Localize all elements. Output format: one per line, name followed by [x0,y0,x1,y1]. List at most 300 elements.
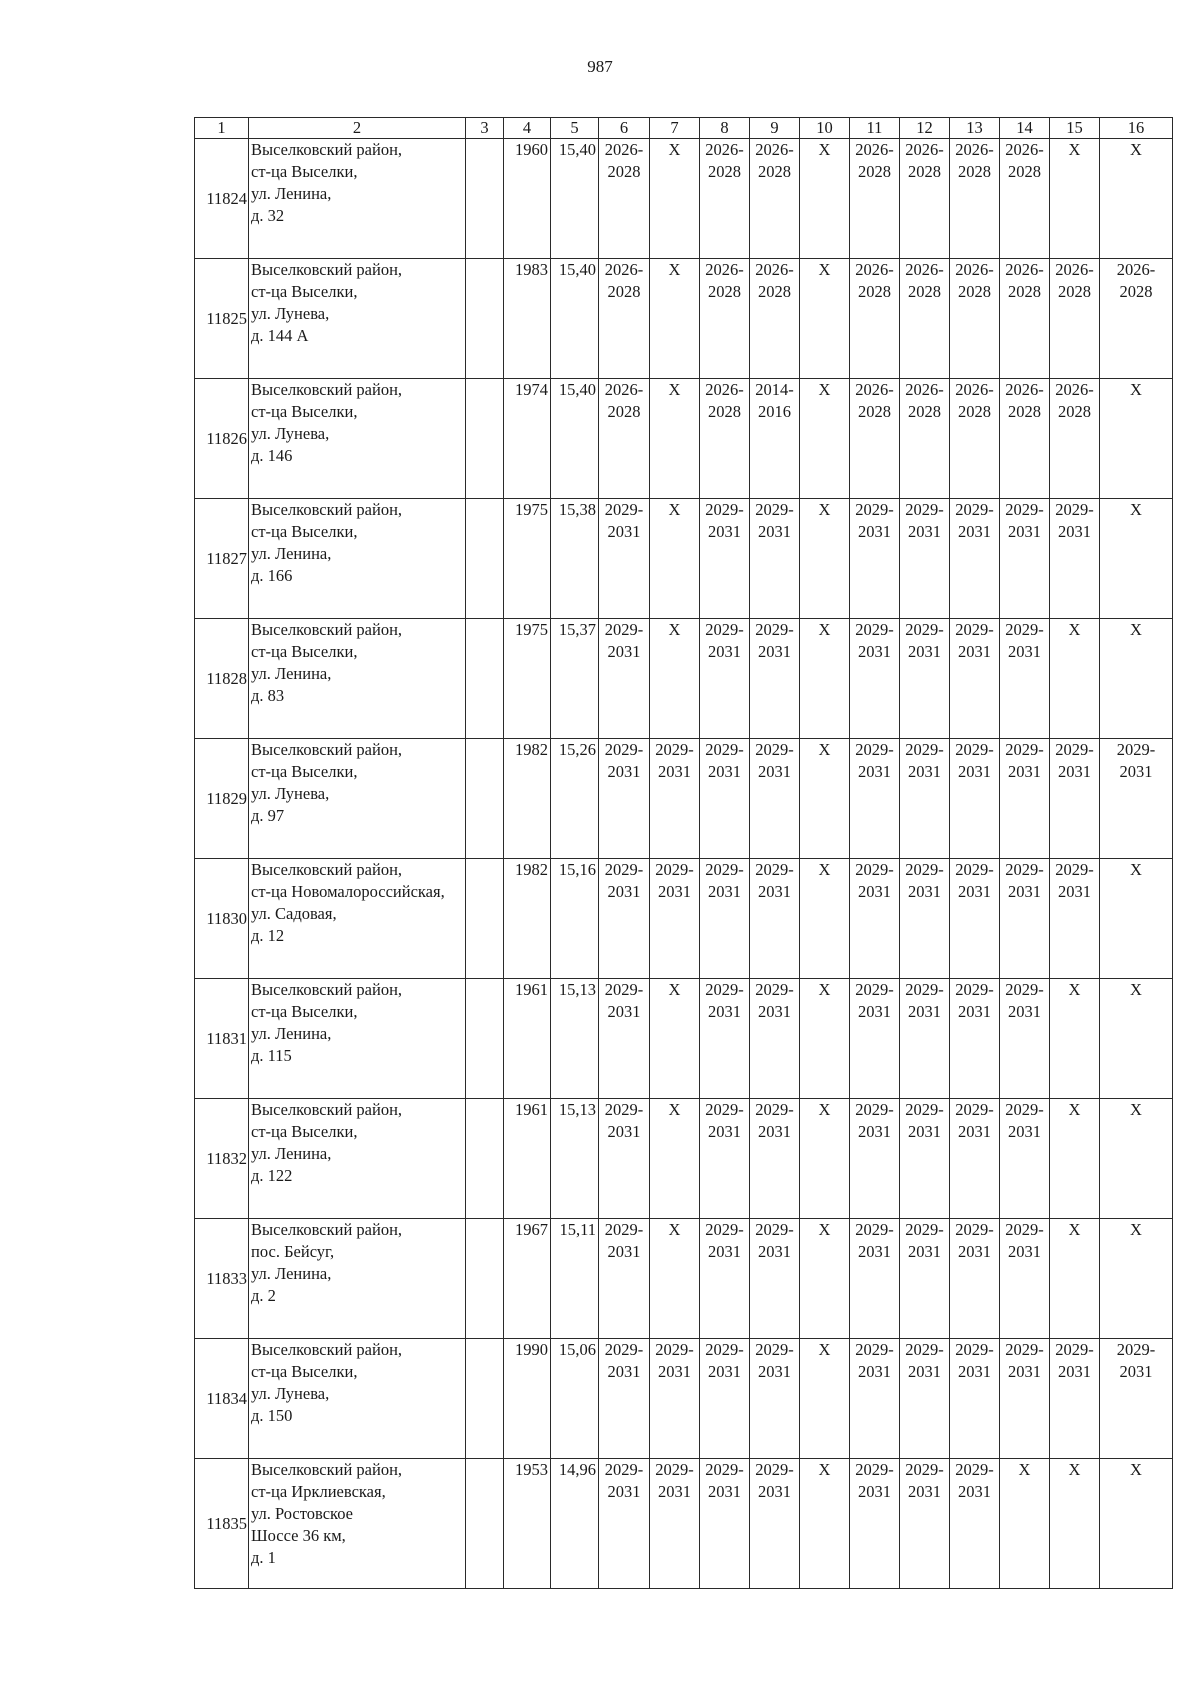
year-built-cell: 1961 [504,1099,551,1219]
row-number: 11835 [195,1459,249,1589]
period-value: 2028 [958,162,991,181]
address-line: д. 12 [251,926,285,945]
year-built-cell: 1975 [504,499,551,619]
not-applicable-mark: X [1068,140,1081,159]
period-cell-col-14 [1000,739,1050,859]
period-cell-col-12 [900,859,950,979]
period-value: 2031 [858,642,891,661]
area-cell: 15,40 [551,259,599,379]
period-value: 2029- [604,1100,644,1119]
period-value: 2031 [858,1362,891,1381]
period-value: 2031 [758,642,791,661]
area-cell: 15,38 [551,499,599,619]
not-applicable-mark: X [1018,1460,1031,1479]
address-line: ст-ца Выселки, [251,402,358,421]
period-value: 2028 [708,402,741,421]
period-cell-col-10 [800,979,850,1099]
year-built-cell: 1953 [504,1459,551,1589]
period-cell-col-8 [700,1459,750,1589]
not-applicable-mark: X [668,620,681,639]
area-cell: 15,26 [551,739,599,859]
area-cell: 15,16 [551,859,599,979]
address-line: д. 166 [251,566,293,585]
period-value: 2029- [755,1100,794,1119]
period-value: 2028 [708,162,741,181]
period-cell-col-9 [750,1219,800,1339]
address-line: ст-ца Выселки, [251,282,358,301]
period-value: 2029- [705,620,744,639]
period-cell-col-15 [1050,499,1100,619]
period-value: 2029- [905,1220,944,1239]
period-cell-col-12 [900,379,950,499]
table-header [195,118,1173,139]
column-3-cell [466,499,504,619]
period-cell-col-11 [850,379,900,499]
not-applicable-mark: X [1130,980,1142,999]
table-row [195,979,1173,1099]
period-value: 2031 [607,1242,641,1261]
period-value: 2031 [708,1122,741,1141]
period-cell-col-13 [950,499,1000,619]
table-row [195,1219,1173,1339]
address-line: д. 97 [251,806,285,825]
table-row [195,619,1173,739]
period-value: 2026- [755,260,794,279]
period-value: 2031 [708,642,741,661]
period-value: 2029- [905,620,944,639]
period-cell-col-13 [950,139,1000,259]
period-value: 2031 [958,882,991,901]
column-3-cell [466,979,504,1099]
address-line: Выселковский район, [251,140,403,159]
period-cell-col-9 [750,1339,800,1459]
period-value: 2031 [858,1002,891,1021]
period-cell-col-6 [599,259,650,379]
period-value: 2031 [658,882,691,901]
address-line: Выселковский район, [251,260,403,279]
period-cell-col-6 [599,739,650,859]
period-value: 2029- [855,740,894,759]
period-cell-col-9 [750,139,800,259]
period-cell-col-15 [1050,139,1100,259]
period-value: 2031 [607,642,641,661]
period-value: 2028 [858,282,891,301]
address-cell [249,1339,466,1459]
period-value: 2031 [858,1122,891,1141]
period-cell-col-13 [950,1339,1000,1459]
column-3-cell [466,259,504,379]
column-3-cell [466,1339,504,1459]
period-value: 2029- [755,740,794,759]
address-cell [249,1459,466,1589]
period-value: 2029- [855,620,894,639]
period-cell-col-7 [650,739,700,859]
period-value: 2031 [908,522,941,541]
address-line: Шоссе 36 км, [251,1526,346,1545]
period-value: 2026- [705,380,744,399]
period-value: 2026- [1055,260,1094,279]
period-value: 2029- [1005,500,1044,519]
period-cell-col-10 [800,1339,850,1459]
period-value: 2029- [855,860,894,879]
address-cell [249,499,466,619]
period-value: 2029- [1055,740,1094,759]
period-value: 2031 [958,1242,991,1261]
period-value: 2028 [607,402,641,421]
period-value: 2028 [858,162,891,181]
period-value: 2028 [607,282,641,301]
address-line: ст-ца Выселки, [251,642,358,661]
column-header-2: 2 [249,118,466,139]
address-line: д. 115 [251,1046,292,1065]
row-number: 11826 [195,379,249,499]
period-value: 2028 [708,282,741,301]
period-value: 2031 [1008,1002,1041,1021]
period-cell-col-9 [750,619,800,739]
row-number: 11833 [195,1219,249,1339]
period-value: 2029- [855,1220,894,1239]
period-value: 2026- [604,380,644,399]
page-number: 987 [587,57,613,76]
period-cell-col-8 [700,979,750,1099]
period-cell-col-14 [1000,619,1050,739]
period-value: 2031 [708,1242,741,1261]
period-cell-col-11 [850,259,900,379]
column-header-13: 13 [950,118,1000,139]
period-value: 2026- [604,140,644,159]
period-value: 2031 [758,1482,791,1501]
not-applicable-mark: X [1130,380,1142,399]
period-value: 2016 [758,402,791,421]
period-cell-col-10 [800,379,850,499]
period-value: 2029- [905,740,944,759]
period-value: 2026- [955,260,994,279]
period-cell-col-7 [650,379,700,499]
column-header-11: 11 [850,118,900,139]
period-cell-col-15 [1050,739,1100,859]
period-value: 2031 [908,762,941,781]
period-value: 2029- [705,740,744,759]
period-value: 2031 [958,1002,991,1021]
period-value: 2029- [905,500,944,519]
period-value: 2029- [905,980,944,999]
period-value: 2029- [955,500,994,519]
period-value: 2029- [604,1460,644,1479]
period-value: 2031 [1008,522,1041,541]
period-cell-col-8 [700,1339,750,1459]
period-value: 2031 [908,1122,941,1141]
period-cell-col-6 [599,1099,650,1219]
period-cell-col-15 [1050,379,1100,499]
period-value: 2031 [758,522,791,541]
area-cell: 15,40 [551,139,599,259]
period-value: 2026- [755,140,794,159]
address-line: Выселковский район, [251,380,403,399]
address-line: ст-ца Новомалороссийская, [251,882,445,901]
period-value: 2029- [855,1100,894,1119]
period-cell-col-16 [1100,379,1173,499]
row-number: 11830 [195,859,249,979]
period-value: 2031 [1058,1362,1091,1381]
column-header-4: 4 [504,118,551,139]
housing-registry-table [194,117,1173,1589]
year-built-cell: 1975 [504,619,551,739]
period-value: 2029- [905,860,944,879]
period-value: 2029- [905,1460,944,1479]
not-applicable-mark: X [668,1100,681,1119]
period-cell-col-6 [599,619,650,739]
period-value: 2029- [1055,1340,1094,1359]
period-value: 2026- [955,140,994,159]
period-cell-col-11 [850,979,900,1099]
area-cell: 14,96 [551,1459,599,1589]
address-line: пос. Бейсуг, [251,1242,335,1261]
address-cell [249,139,466,259]
period-cell-col-15 [1050,1459,1100,1589]
not-applicable-mark: X [818,1460,831,1479]
period-value: 2031 [708,762,741,781]
period-value: 2029- [1116,740,1156,759]
period-cell-col-9 [750,259,800,379]
not-applicable-mark: X [668,1220,681,1239]
period-value: 2029- [705,980,744,999]
address-line: ул. Лунева, [251,784,330,803]
not-applicable-mark: X [668,980,681,999]
period-cell-col-15 [1050,619,1100,739]
period-cell-col-12 [900,259,950,379]
not-applicable-mark: X [1130,860,1142,879]
not-applicable-mark: X [818,740,831,759]
period-value: 2029- [755,860,794,879]
period-value: 2026- [855,140,894,159]
period-value: 2031 [1119,1362,1153,1381]
period-value: 2031 [658,1482,691,1501]
period-value: 2031 [607,1002,641,1021]
address-line: д. 144 А [251,326,309,345]
period-value: 2028 [858,402,891,421]
table-body [195,139,1173,1589]
address-line: ст-ца Выселки, [251,1122,358,1141]
period-cell-col-13 [950,859,1000,979]
address-line: ул. Садовая, [251,904,337,923]
period-cell-col-16 [1100,859,1173,979]
period-cell-col-7 [650,139,700,259]
column-header-5: 5 [551,118,599,139]
period-value: 2029- [604,980,644,999]
address-line: Выселковский район, [251,500,403,519]
period-value: 2031 [607,522,641,541]
period-cell-col-8 [700,499,750,619]
period-cell-col-13 [950,1219,1000,1339]
period-cell-col-11 [850,619,900,739]
period-value: 2031 [1008,642,1041,661]
period-value: 2014- [755,380,794,399]
column-header-15: 15 [1050,118,1100,139]
period-cell-col-12 [900,1339,950,1459]
year-built-cell: 1960 [504,139,551,259]
column-header-10: 10 [800,118,850,139]
not-applicable-mark: X [1130,620,1142,639]
not-applicable-mark: X [1130,1460,1142,1479]
period-value: 2029- [955,860,994,879]
period-value: 2031 [858,762,891,781]
period-value: 2031 [908,1242,941,1261]
period-value: 2029- [755,1220,794,1239]
period-value: 2029- [705,1220,744,1239]
address-cell [249,619,466,739]
period-value: 2028 [1008,282,1041,301]
year-built-cell: 1982 [504,739,551,859]
period-cell-col-14 [1000,379,1050,499]
column-header-1: 1 [195,118,249,139]
period-cell-col-13 [950,1459,1000,1589]
period-value: 2029- [604,740,644,759]
period-value: 2028 [958,402,991,421]
period-value: 2026- [1116,260,1156,279]
header-row [195,118,1173,139]
not-applicable-mark: X [818,1220,831,1239]
period-value: 2029- [705,860,744,879]
period-cell-col-6 [599,1339,650,1459]
address-line: ст-ца Выселки, [251,762,358,781]
period-value: 2031 [1058,762,1091,781]
period-value: 2026- [705,140,744,159]
row-number: 11827 [195,499,249,619]
period-cell-col-15 [1050,859,1100,979]
column-header-3: 3 [466,118,504,139]
period-value: 2031 [908,642,941,661]
period-cell-col-10 [800,1219,850,1339]
period-cell-col-12 [900,139,950,259]
address-line: д. 122 [251,1166,293,1185]
period-cell-col-9 [750,499,800,619]
address-cell [249,259,466,379]
period-cell-col-14 [1000,499,1050,619]
period-cell-col-14 [1000,259,1050,379]
period-cell-col-7 [650,1219,700,1339]
table-row [195,859,1173,979]
year-built-cell: 1983 [504,259,551,379]
period-cell-col-7 [650,1459,700,1589]
period-value: 2031 [958,642,991,661]
period-value: 2029- [1005,740,1044,759]
period-cell-col-15 [1050,259,1100,379]
period-cell-col-16 [1100,619,1173,739]
area-cell: 15,37 [551,619,599,739]
address-line: д. 1 [251,1548,276,1567]
address-cell [249,1219,466,1339]
period-cell-col-12 [900,739,950,859]
period-value: 2026- [1005,380,1044,399]
period-value: 2031 [858,882,891,901]
column-header-16: 16 [1100,118,1173,139]
column-header-9: 9 [750,118,800,139]
period-value: 2031 [607,1362,641,1381]
period-value: 2031 [858,1482,891,1501]
period-value: 2031 [858,1242,891,1261]
period-value: 2031 [708,1482,741,1501]
column-3-cell [466,1219,504,1339]
address-line: д. 150 [251,1406,293,1425]
period-value: 2028 [1058,282,1091,301]
address-line: д. 32 [251,206,285,225]
not-applicable-mark: X [1068,620,1081,639]
period-value: 2031 [958,1482,991,1501]
period-cell-col-16 [1100,259,1173,379]
not-applicable-mark: X [668,140,681,159]
period-value: 2026- [1055,380,1094,399]
period-cell-col-12 [900,979,950,1099]
not-applicable-mark: X [1068,1460,1081,1479]
not-applicable-mark: X [1130,1220,1142,1239]
column-3-cell [466,619,504,739]
period-cell-col-10 [800,1459,850,1589]
period-value: 2031 [758,1122,791,1141]
period-cell-col-6 [599,979,650,1099]
period-value: 2031 [758,762,791,781]
period-value: 2028 [1008,162,1041,181]
period-value: 2029- [1005,620,1044,639]
period-cell-col-7 [650,1339,700,1459]
period-cell-col-16 [1100,1339,1173,1459]
period-value: 2031 [607,762,641,781]
period-cell-col-15 [1050,1099,1100,1219]
address-line: д. 146 [251,446,293,465]
area-cell: 15,13 [551,1099,599,1219]
period-value: 2029- [1116,1340,1156,1359]
period-value: 2031 [607,882,641,901]
period-value: 2029- [1005,1340,1044,1359]
period-value: 2031 [858,522,891,541]
address-line: ул. Лунева, [251,1384,330,1403]
address-line: Выселковский район, [251,740,403,759]
period-cell-col-12 [900,1219,950,1339]
address-cell [249,379,466,499]
period-cell-col-14 [1000,1219,1050,1339]
period-value: 2029- [655,860,694,879]
year-built-cell: 1961 [504,979,551,1099]
year-built-cell: 1967 [504,1219,551,1339]
period-cell-col-7 [650,499,700,619]
period-cell-col-11 [850,139,900,259]
address-line: ул. Ростовское [251,1504,353,1523]
address-line: Выселковский район, [251,1340,403,1359]
period-value: 2026- [905,140,944,159]
period-cell-col-7 [650,1099,700,1219]
period-cell-col-11 [850,739,900,859]
period-value: 2029- [604,860,644,879]
period-value: 2028 [908,402,941,421]
period-cell-col-8 [700,859,750,979]
not-applicable-mark: X [818,500,831,519]
period-cell-col-6 [599,859,650,979]
address-line: ст-ца Выселки, [251,1002,358,1021]
period-cell-col-6 [599,379,650,499]
period-value: 2029- [905,1100,944,1119]
period-cell-col-11 [850,1099,900,1219]
period-value: 2029- [955,620,994,639]
not-applicable-mark: X [1130,500,1142,519]
period-value: 2029- [955,740,994,759]
period-cell-col-6 [599,139,650,259]
not-applicable-mark: X [1068,980,1081,999]
period-cell-col-9 [750,1099,800,1219]
period-value: 2029- [705,500,744,519]
period-cell-col-7 [650,619,700,739]
period-cell-col-10 [800,259,850,379]
not-applicable-mark: X [1068,1100,1081,1119]
table-row [195,259,1173,379]
